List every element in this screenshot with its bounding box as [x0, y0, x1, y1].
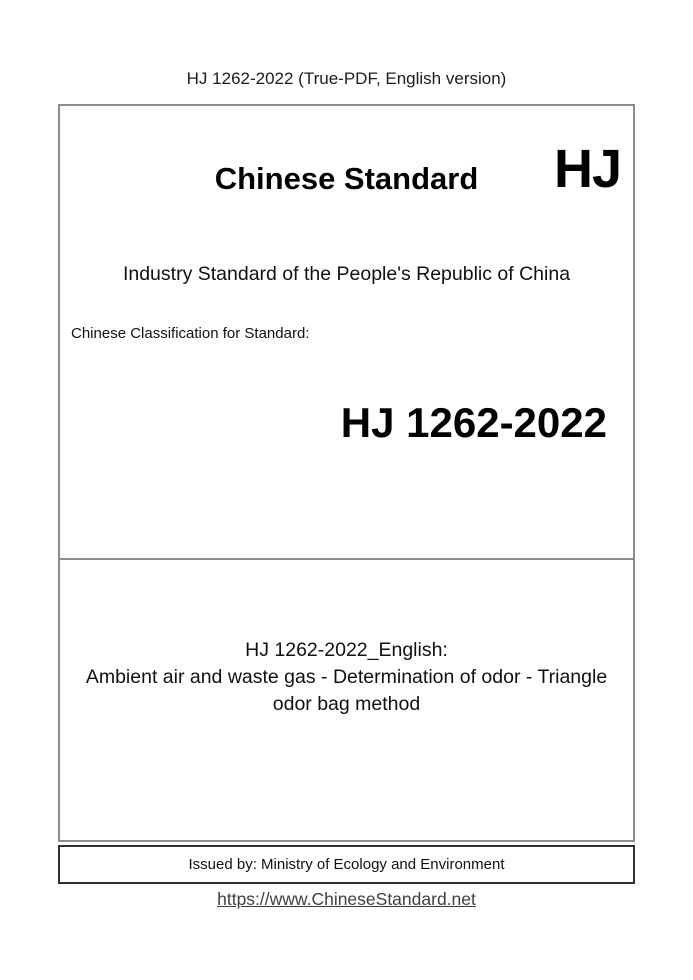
footer-link[interactable]: https://www.ChineseStandard.net: [217, 889, 476, 909]
issuer-text: Issued by: Ministry of Ecology and Environment: [188, 856, 505, 873]
footer: [0, 889, 693, 910]
english-title-heading: HJ 1262-2022_English:: [245, 639, 448, 661]
classification-label: Chinese Classification for Standard:: [71, 325, 310, 342]
standard-number: HJ 1262-2022: [340, 399, 607, 446]
standard-type-line: Industry Standard of the People's Republic of China: [122, 263, 571, 285]
english-title-text: Ambient air and waste gas - Determination of odor - Triangle odor bag method: [85, 666, 608, 715]
issuer-box: [58, 845, 635, 884]
english-title-block: [60, 637, 633, 718]
page-header-text: HJ 1262-2022 (True-PDF, English version): [186, 69, 507, 88]
cover-box: [58, 104, 635, 560]
brand-code-logo: HJ: [553, 139, 621, 199]
english-title-box: [58, 560, 635, 842]
brand-title: Chinese Standard: [214, 161, 479, 196]
